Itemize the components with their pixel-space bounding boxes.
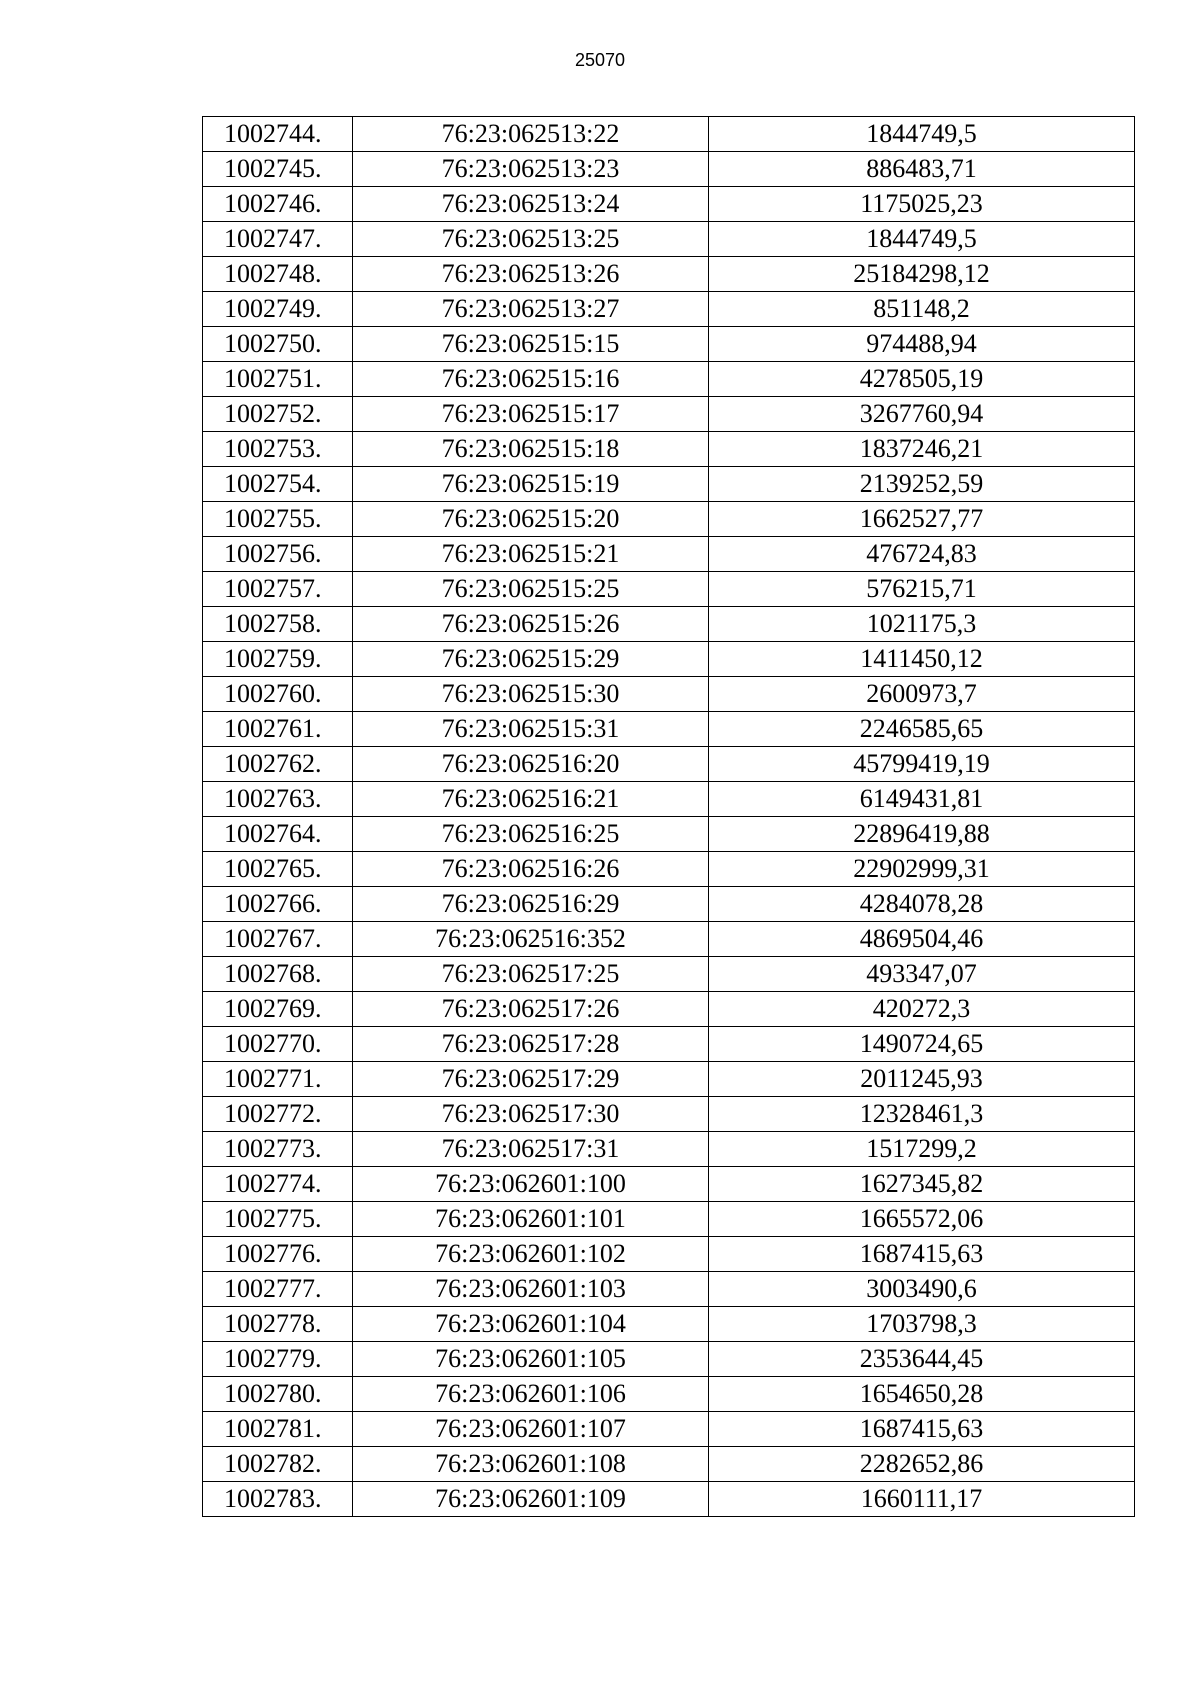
table-row — [203, 887, 1135, 922]
cadastral-number-cell: 76:23:062516:20 — [353, 747, 709, 782]
page-number: 25070 — [574, 50, 626, 70]
row-number-cell: 1002766. — [203, 887, 353, 922]
cadastral-number-cell: 76:23:062515:29 — [353, 642, 709, 677]
table-row — [203, 327, 1135, 362]
row-number-cell: 1002772. — [203, 1097, 353, 1132]
cadastral-number-cell: 76:23:062517:26 — [353, 992, 709, 1027]
table-row — [203, 1097, 1135, 1132]
row-number-cell: 1002745. — [203, 152, 353, 187]
row-number-cell: 1002751. — [203, 362, 353, 397]
row-number-cell: 1002753. — [203, 432, 353, 467]
table-row — [203, 467, 1135, 502]
cadastral-number-cell: 76:23:062515:30 — [353, 677, 709, 712]
cadastral-number-cell: 76:23:062601:106 — [353, 1377, 709, 1412]
table-row — [203, 152, 1135, 187]
table-row — [203, 1062, 1135, 1097]
value-cell: 420272,3 — [709, 992, 1135, 1027]
value-cell: 1665572,06 — [709, 1202, 1135, 1237]
cadastral-number-cell: 76:23:062513:27 — [353, 292, 709, 327]
table-row — [203, 1482, 1135, 1517]
row-number-cell: 1002760. — [203, 677, 353, 712]
table-row — [203, 1237, 1135, 1272]
value-cell: 4284078,28 — [709, 887, 1135, 922]
value-cell: 1175025,23 — [709, 187, 1135, 222]
cadastral-number-cell: 76:23:062513:25 — [353, 222, 709, 257]
row-number-cell: 1002770. — [203, 1027, 353, 1062]
value-cell: 1703798,3 — [709, 1307, 1135, 1342]
row-number-cell: 1002747. — [203, 222, 353, 257]
cadastral-number-cell: 76:23:062513:24 — [353, 187, 709, 222]
cadastral-number-cell: 76:23:062515:19 — [353, 467, 709, 502]
table-row — [203, 1132, 1135, 1167]
cadastral-number-cell: 76:23:062515:15 — [353, 327, 709, 362]
row-number-cell: 1002783. — [203, 1482, 353, 1517]
table-row — [203, 117, 1135, 152]
cadastral-number-cell: 76:23:062601:109 — [353, 1482, 709, 1517]
value-cell: 576215,71 — [709, 572, 1135, 607]
row-number-cell: 1002777. — [203, 1272, 353, 1307]
cadastral-number-cell: 76:23:062517:25 — [353, 957, 709, 992]
value-cell: 1837246,21 — [709, 432, 1135, 467]
table-row — [203, 1342, 1135, 1377]
cadastral-number-cell: 76:23:062516:352 — [353, 922, 709, 957]
row-number-cell: 1002763. — [203, 782, 353, 817]
cadastral-number-cell: 76:23:062516:21 — [353, 782, 709, 817]
row-number-cell: 1002746. — [203, 187, 353, 222]
cadastral-number-cell: 76:23:062515:26 — [353, 607, 709, 642]
table-row — [203, 1167, 1135, 1202]
cadastral-number-cell: 76:23:062515:21 — [353, 537, 709, 572]
row-number-cell: 1002778. — [203, 1307, 353, 1342]
value-cell: 493347,07 — [709, 957, 1135, 992]
table-row — [203, 432, 1135, 467]
cadastral-number-cell: 76:23:062515:16 — [353, 362, 709, 397]
row-number-cell: 1002780. — [203, 1377, 353, 1412]
row-number-cell: 1002748. — [203, 257, 353, 292]
value-cell: 1844749,5 — [709, 222, 1135, 257]
cadastral-number-cell: 76:23:062516:26 — [353, 852, 709, 887]
value-cell: 25184298,12 — [709, 257, 1135, 292]
value-cell: 2011245,93 — [709, 1062, 1135, 1097]
cadastral-number-cell: 76:23:062601:101 — [353, 1202, 709, 1237]
row-number-cell: 1002779. — [203, 1342, 353, 1377]
cadastral-number-cell: 76:23:062515:17 — [353, 397, 709, 432]
value-cell: 2246585,65 — [709, 712, 1135, 747]
cadastral-number-cell: 76:23:062601:100 — [353, 1167, 709, 1202]
table-row — [203, 362, 1135, 397]
table-body — [203, 117, 1135, 1517]
table-row — [203, 1412, 1135, 1447]
value-cell: 2600973,7 — [709, 677, 1135, 712]
table-row — [203, 1377, 1135, 1412]
table-row — [203, 747, 1135, 782]
value-cell: 1517299,2 — [709, 1132, 1135, 1167]
table-row — [203, 502, 1135, 537]
row-number-cell: 1002752. — [203, 397, 353, 432]
cadastral-number-cell: 76:23:062516:29 — [353, 887, 709, 922]
value-cell: 3003490,6 — [709, 1272, 1135, 1307]
cadastral-number-cell: 76:23:062601:108 — [353, 1447, 709, 1482]
table-row — [203, 922, 1135, 957]
value-cell: 4869504,46 — [709, 922, 1135, 957]
value-cell: 476724,83 — [709, 537, 1135, 572]
cadastral-number-cell: 76:23:062513:26 — [353, 257, 709, 292]
table-row — [203, 1447, 1135, 1482]
cadastral-number-cell: 76:23:062601:102 — [353, 1237, 709, 1272]
value-cell: 1654650,28 — [709, 1377, 1135, 1412]
value-cell: 22896419,88 — [709, 817, 1135, 852]
table-row — [203, 957, 1135, 992]
cadastral-value-table — [202, 116, 1135, 1517]
row-number-cell: 1002755. — [203, 502, 353, 537]
cadastral-number-cell: 76:23:062515:20 — [353, 502, 709, 537]
value-cell: 974488,94 — [709, 327, 1135, 362]
value-cell: 1662527,77 — [709, 502, 1135, 537]
value-cell: 2282652,86 — [709, 1447, 1135, 1482]
cadastral-number-cell: 76:23:062517:31 — [353, 1132, 709, 1167]
table-row — [203, 677, 1135, 712]
cadastral-number-cell: 76:23:062517:28 — [353, 1027, 709, 1062]
row-number-cell: 1002782. — [203, 1447, 353, 1482]
row-number-cell: 1002771. — [203, 1062, 353, 1097]
row-number-cell: 1002759. — [203, 642, 353, 677]
cadastral-number-cell: 76:23:062601:104 — [353, 1307, 709, 1342]
value-cell: 1660111,17 — [709, 1482, 1135, 1517]
table-row — [203, 572, 1135, 607]
row-number-cell: 1002754. — [203, 467, 353, 502]
cadastral-number-cell: 76:23:062516:25 — [353, 817, 709, 852]
value-cell: 1411450,12 — [709, 642, 1135, 677]
cadastral-number-cell: 76:23:062513:22 — [353, 117, 709, 152]
table-row — [203, 537, 1135, 572]
table-row — [203, 712, 1135, 747]
row-number-cell: 1002761. — [203, 712, 353, 747]
row-number-cell: 1002767. — [203, 922, 353, 957]
row-number-cell: 1002762. — [203, 747, 353, 782]
row-number-cell: 1002750. — [203, 327, 353, 362]
cadastral-number-cell: 76:23:062515:31 — [353, 712, 709, 747]
table-row — [203, 607, 1135, 642]
value-cell: 4278505,19 — [709, 362, 1135, 397]
value-cell: 1687415,63 — [709, 1412, 1135, 1447]
cadastral-number-cell: 76:23:062601:107 — [353, 1412, 709, 1447]
value-cell: 12328461,3 — [709, 1097, 1135, 1132]
value-cell: 851148,2 — [709, 292, 1135, 327]
table-row — [203, 992, 1135, 1027]
table-row — [203, 642, 1135, 677]
cadastral-number-cell: 76:23:062601:103 — [353, 1272, 709, 1307]
value-cell: 1687415,63 — [709, 1237, 1135, 1272]
row-number-cell: 1002775. — [203, 1202, 353, 1237]
table-row — [203, 782, 1135, 817]
cadastral-number-cell: 76:23:062601:105 — [353, 1342, 709, 1377]
row-number-cell: 1002774. — [203, 1167, 353, 1202]
value-cell: 3267760,94 — [709, 397, 1135, 432]
value-cell: 2353644,45 — [709, 1342, 1135, 1377]
row-number-cell: 1002744. — [203, 117, 353, 152]
cadastral-number-cell: 76:23:062517:29 — [353, 1062, 709, 1097]
value-cell: 2139252,59 — [709, 467, 1135, 502]
value-cell: 886483,71 — [709, 152, 1135, 187]
row-number-cell: 1002768. — [203, 957, 353, 992]
row-number-cell: 1002756. — [203, 537, 353, 572]
table-row — [203, 1202, 1135, 1237]
table-row — [203, 817, 1135, 852]
table-row — [203, 1307, 1135, 1342]
table-row — [203, 1272, 1135, 1307]
cadastral-number-cell: 76:23:062513:23 — [353, 152, 709, 187]
table-row — [203, 397, 1135, 432]
value-cell: 22902999,31 — [709, 852, 1135, 887]
table-row — [203, 292, 1135, 327]
value-cell: 6149431,81 — [709, 782, 1135, 817]
table-row — [203, 222, 1135, 257]
row-number-cell: 1002765. — [203, 852, 353, 887]
table-row — [203, 187, 1135, 222]
row-number-cell: 1002764. — [203, 817, 353, 852]
value-cell: 1844749,5 — [709, 117, 1135, 152]
value-cell: 45799419,19 — [709, 747, 1135, 782]
table-row — [203, 852, 1135, 887]
cadastral-number-cell: 76:23:062517:30 — [353, 1097, 709, 1132]
table-row — [203, 257, 1135, 292]
value-cell: 1490724,65 — [709, 1027, 1135, 1062]
value-cell: 1021175,3 — [709, 607, 1135, 642]
table-row — [203, 1027, 1135, 1062]
row-number-cell: 1002757. — [203, 572, 353, 607]
cadastral-number-cell: 76:23:062515:18 — [353, 432, 709, 467]
row-number-cell: 1002758. — [203, 607, 353, 642]
row-number-cell: 1002769. — [203, 992, 353, 1027]
cadastral-number-cell: 76:23:062515:25 — [353, 572, 709, 607]
row-number-cell: 1002749. — [203, 292, 353, 327]
row-number-cell: 1002781. — [203, 1412, 353, 1447]
value-cell: 1627345,82 — [709, 1167, 1135, 1202]
row-number-cell: 1002776. — [203, 1237, 353, 1272]
row-number-cell: 1002773. — [203, 1132, 353, 1167]
